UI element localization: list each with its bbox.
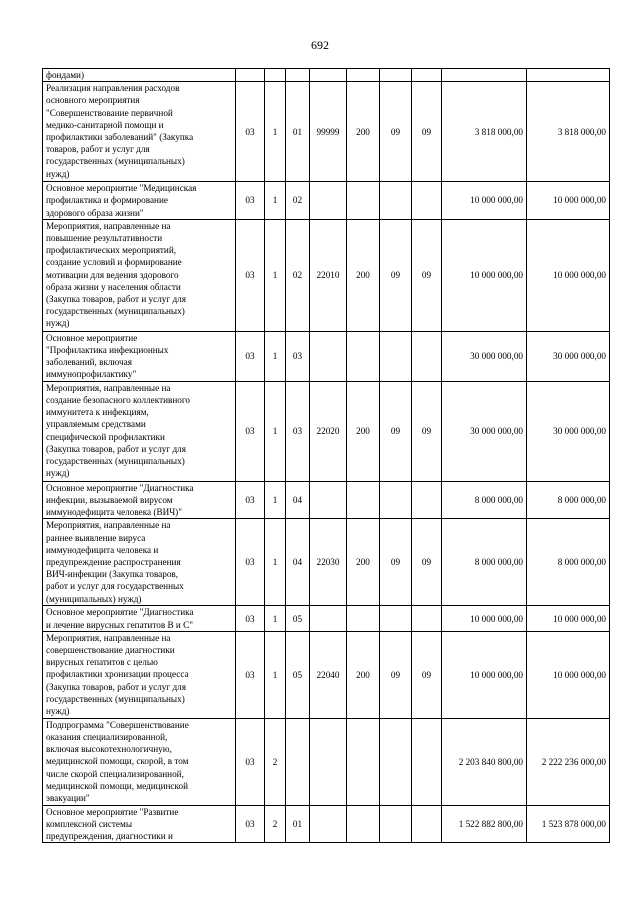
table-row: [43, 519, 610, 606]
code-section: 09: [380, 519, 412, 606]
row-name: Подпрограмма "Совершенствование оказания специализированной, включая высокотехнологичную, медицинской помощи, скорой, в том числе скорой специализированной, медицинской помощи, медицинской эвакуации": [43, 718, 236, 805]
code-subsection: [412, 69, 442, 82]
row-name: Основное мероприятие "Профилактика инфекционных заболеваний, включая иммунопрофилактику": [43, 331, 236, 381]
code-subprogram: 1: [265, 219, 286, 331]
amount-2: 10 000 000,00: [527, 606, 610, 631]
code-program: [236, 69, 265, 82]
code-expense-type: [347, 69, 380, 82]
row-name: Мероприятия, направленные на повышение результативности профилактических мероприятий, создание условий и формирование мотивации для ведения здорового образа жизни у населения области (Закупка товаров, работ и услуг для государственных (муниципальных) нужд): [43, 219, 236, 331]
row-name: фондами): [43, 69, 236, 82]
code-program: 03: [236, 718, 265, 805]
code-event: 03: [286, 331, 310, 381]
code-direction: [310, 718, 347, 805]
code-subprogram: 1: [265, 519, 286, 606]
code-expense-type: 200: [347, 381, 380, 481]
amount-2: 8 000 000,00: [527, 519, 610, 606]
amount-1: 10 000 000,00: [442, 606, 527, 631]
amount-2: 2 222 236 000,00: [527, 718, 610, 805]
table-row: [43, 631, 610, 718]
code-expense-type: 200: [347, 219, 380, 331]
amount-1: 8 000 000,00: [442, 519, 527, 606]
code-expense-type: 200: [347, 519, 380, 606]
amount-1: 2 203 840 800,00: [442, 718, 527, 805]
code-event: 04: [286, 519, 310, 606]
code-program: 03: [236, 606, 265, 631]
code-subsection: 09: [412, 519, 442, 606]
amount-1: 10 000 000,00: [442, 631, 527, 718]
amount-2: 10 000 000,00: [527, 219, 610, 331]
code-section: 09: [380, 631, 412, 718]
table-row: [43, 606, 610, 631]
amount-2: 8 000 000,00: [527, 481, 610, 519]
code-program: 03: [236, 82, 265, 182]
code-event: 05: [286, 631, 310, 718]
amount-1: 1 522 882 800,00: [442, 805, 527, 843]
code-event: 05: [286, 606, 310, 631]
amount-1: 10 000 000,00: [442, 219, 527, 331]
code-program: 03: [236, 631, 265, 718]
code-event: 04: [286, 481, 310, 519]
code-event: [286, 718, 310, 805]
code-program: 03: [236, 331, 265, 381]
code-program: 03: [236, 481, 265, 519]
row-name: Мероприятия, направленные на создание безопасного коллективного иммунитета к инфекциям, управляемым средствами специфической профилактики (Закупка товаров, работ и услуг для государственных (муниципальных) нужд): [43, 381, 236, 481]
table-row: [43, 182, 610, 220]
code-subsection: 09: [412, 381, 442, 481]
code-direction: [310, 69, 347, 82]
amount-2: 30 000 000,00: [527, 331, 610, 381]
code-section: [380, 481, 412, 519]
row-name: Основное мероприятие "Развитие комплексной системы предупреждения, диагностики и: [43, 805, 236, 843]
code-program: 03: [236, 182, 265, 220]
code-expense-type: 200: [347, 631, 380, 718]
code-subprogram: 2: [265, 718, 286, 805]
row-name: Основное мероприятие "Диагностика инфекции, вызываемой вирусом иммунодефицита человека (ВИЧ)": [43, 481, 236, 519]
code-expense-type: [347, 606, 380, 631]
code-event: [286, 69, 310, 82]
code-event: 01: [286, 805, 310, 843]
code-subprogram: 1: [265, 182, 286, 220]
code-section: [380, 718, 412, 805]
code-event: 02: [286, 182, 310, 220]
code-program: 03: [236, 805, 265, 843]
code-section: [380, 331, 412, 381]
code-direction: 22010: [310, 219, 347, 331]
code-direction: 22030: [310, 519, 347, 606]
amount-2: 30 000 000,00: [527, 381, 610, 481]
code-subsection: 09: [412, 219, 442, 331]
code-section: [380, 606, 412, 631]
code-expense-type: [347, 182, 380, 220]
code-program: 03: [236, 519, 265, 606]
amount-2: 10 000 000,00: [527, 182, 610, 220]
table-row: [43, 82, 610, 182]
code-subprogram: 1: [265, 331, 286, 381]
code-program: 03: [236, 219, 265, 331]
code-subsection: [412, 481, 442, 519]
code-expense-type: [347, 331, 380, 381]
amount-1: 10 000 000,00: [442, 182, 527, 220]
code-expense-type: [347, 481, 380, 519]
code-direction: 22020: [310, 381, 347, 481]
budget-table: [42, 68, 610, 843]
code-direction: [310, 182, 347, 220]
table-row: [43, 69, 610, 82]
table-row: [43, 381, 610, 481]
code-event: 03: [286, 381, 310, 481]
amount-1: 30 000 000,00: [442, 381, 527, 481]
code-subsection: [412, 805, 442, 843]
page-number: 692: [311, 38, 329, 52]
row-name: Основное мероприятие "Медицинская профилактика и формирование здорового образа жизни": [43, 182, 236, 220]
code-section: [380, 805, 412, 843]
code-event: 02: [286, 219, 310, 331]
code-subsection: [412, 606, 442, 631]
code-subsection: 09: [412, 82, 442, 182]
table-row: [43, 331, 610, 381]
table-row: [43, 805, 610, 843]
row-name: Реализация направления расходов основного мероприятия "Совершенствование первичной медико-санитарной помощи и профилактики заболеваний" (Закупка товаров, работ и услуг для государственных (муниципальных) нужд): [43, 82, 236, 182]
amount-2: 3 818 000,00: [527, 82, 610, 182]
code-subprogram: 1: [265, 606, 286, 631]
code-subprogram: [265, 69, 286, 82]
code-direction: 99999: [310, 82, 347, 182]
amount-2: 10 000 000,00: [527, 631, 610, 718]
code-subsection: 09: [412, 631, 442, 718]
table-row: [43, 481, 610, 519]
code-section: 09: [380, 219, 412, 331]
amount-1: 3 818 000,00: [442, 82, 527, 182]
code-subprogram: 2: [265, 805, 286, 843]
code-direction: [310, 805, 347, 843]
code-direction: 22040: [310, 631, 347, 718]
code-subsection: [412, 718, 442, 805]
code-section: 09: [380, 381, 412, 481]
code-subsection: [412, 331, 442, 381]
table-row: [43, 718, 610, 805]
amount-1: 30 000 000,00: [442, 331, 527, 381]
code-section: [380, 182, 412, 220]
code-direction: [310, 481, 347, 519]
code-expense-type: [347, 718, 380, 805]
code-event: 01: [286, 82, 310, 182]
code-subprogram: 1: [265, 631, 286, 718]
amount-2: [527, 69, 610, 82]
code-direction: [310, 606, 347, 631]
row-name: Основное мероприятие "Диагностика и лечение вирусных гепатитов В и С": [43, 606, 236, 631]
code-expense-type: 200: [347, 82, 380, 182]
code-direction: [310, 331, 347, 381]
row-name: Мероприятия, направленные на совершенствование диагностики вирусных гепатитов с целью профилактики хронизации процесса (Закупка товаров, работ и услуг для государственных (муниципальных) нужд): [43, 631, 236, 718]
amount-1: 8 000 000,00: [442, 481, 527, 519]
code-subsection: [412, 182, 442, 220]
code-section: 09: [380, 82, 412, 182]
code-subprogram: 1: [265, 481, 286, 519]
row-name: Мероприятия, направленные на раннее выявление вируса иммунодефицита человека и предупреждение распространения ВИЧ-инфекции (Закупка товаров, работ и услуг для государственных (муниципальных) нужд): [43, 519, 236, 606]
amount-2: 1 523 878 000,00: [527, 805, 610, 843]
table-row: [43, 219, 610, 331]
code-program: 03: [236, 381, 265, 481]
code-subprogram: 1: [265, 381, 286, 481]
code-section: [380, 69, 412, 82]
amount-1: [442, 69, 527, 82]
code-subprogram: 1: [265, 82, 286, 182]
code-expense-type: [347, 805, 380, 843]
